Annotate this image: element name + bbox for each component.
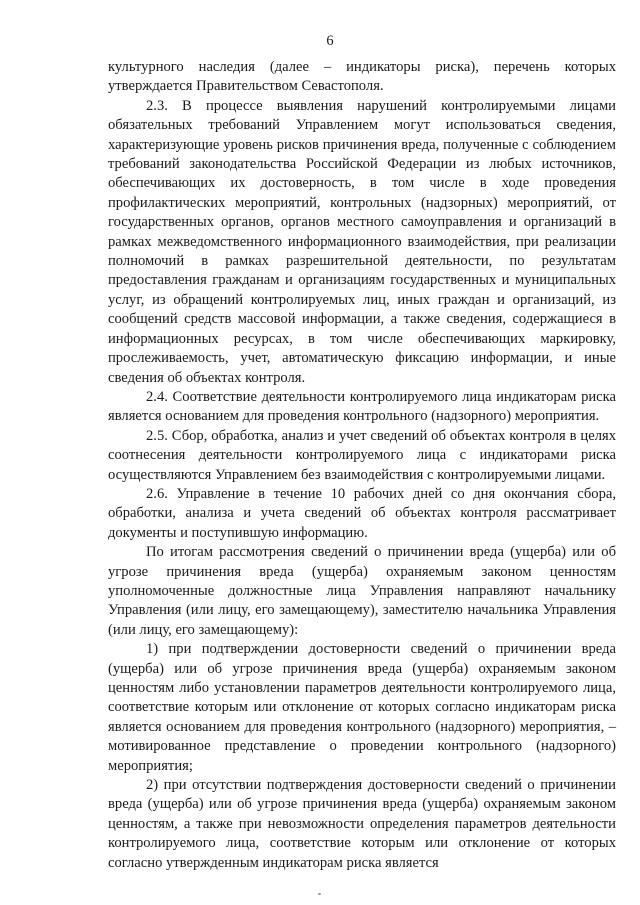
paragraph-2-3: 2.3. В процессе выявления нарушений контролируемыми лицами обязательных требований Управлением могут использоваться сведения, характеризующие уровень рисков причинения вреда, полученные с соблюдением требований законодательства Российской Федерации из любых источников, обеспечивающих их достоверность, в том числе в ходе проведения профилактических мероприятий, контрольных (надзорных) мероприятий, от государственных органов, органов местного самоуправления и организаций в рамках межведомственного информационного взаимодействия, при реализации полномочий в рамках разрешительной деятельности, по результатам предоставления гражданам и организациям государственных и муниципальных услуг, из обращений контролируемых лиц, иных граждан и организаций, из сообщений средств массовой информации, а также сведения, содержащиеся в информационных ресурсах, в том числе обеспечивающих маркировку, прослеживаемость, учет, автоматическую фиксацию информации, и иные сведения об объектах контроля. [108,97,616,386]
page-number: 6 [326,33,334,49]
paragraph-2-6: 2.6. Управление в течение 10 рабочих дней со дня окончания сбора, обработки, анализа и учета сведений об объектах контроля рассматривает документы и поступившую информацию. [108,485,616,541]
list-item-1: 1) при подтверждении достоверности сведений о причинении вреда (ущерба) или об угрозе причинения вреда (ущерба) охраняемым законом ценностям либо установлении параметров деятельности контролируемого лица, соответствие которым или отклонение от которых согласно индикаторам риска является основанием для проведения контрольного (надзорного) мероприятия, – мотивированное представление о проведении контрольного (надзорного) мероприятия; [108,641,616,774]
paragraph-2-5: 2.5. Сбор, обработка, анализ и учет сведений об объектах контроля в целях соотнесения деятельности контролируемого лица с индикаторами риска осуществляются Управлением без взаимодействия с контролируемыми лицами. [108,427,616,483]
document-body [108,58,616,873]
scan-artifact-dot [318,893,321,895]
list-item-2: 2) при отсутствии подтверждения достоверности сведений о причинении вреда (ущерба) или об угрозе причинения вреда (ущерба) охраняемым законом ценностям, а также при невозможности определения параметров деятельности контролируемого лица, соответствие которым или отклонение от которых согласно утвержденным индикаторам риска является [108,777,616,871]
paragraph-continuation: культурного наследия (далее – индикаторы риска), перечень которых утверждается Правительством Севастополя. [108,59,616,95]
paragraph-review-results: По итогам рассмотрения сведений о причинении вреда (ущерба) или об угрозе причинения вреда (ущерба) охраняемым законом ценностям уполномоченные должностные лица Управления направляют начальнику Управления (или лицу, его замещающему), заместителю начальника Управления (или лицу, его замещающему): [108,544,616,638]
paragraph-2-4: 2.4. Соответствие деятельности контролируемого лица индикаторам риска является основанием для проведения контрольного (надзорного) мероприятия. [108,388,616,425]
